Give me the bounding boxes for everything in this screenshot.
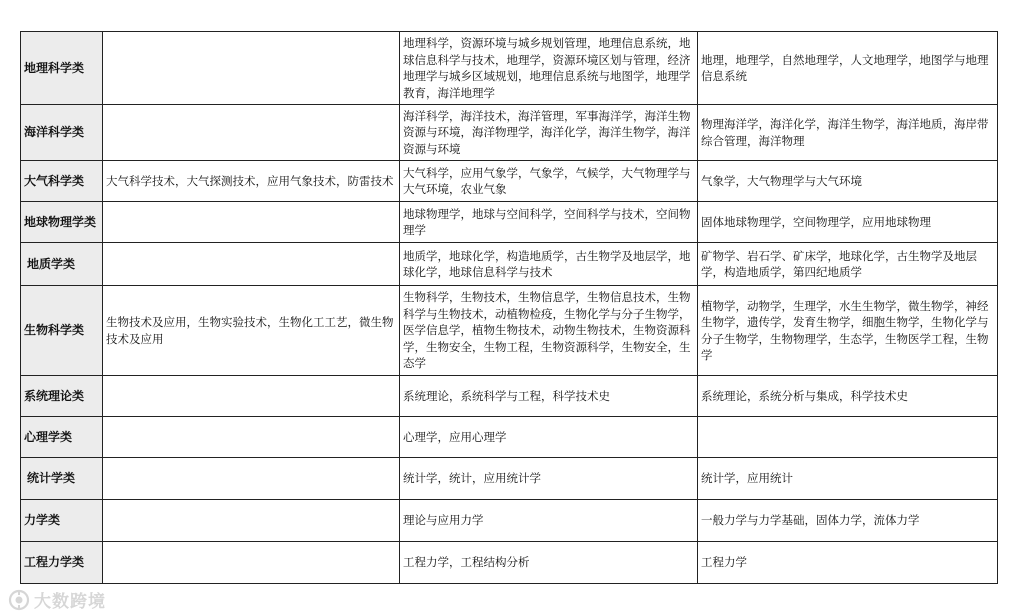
table-row xyxy=(21,542,998,584)
table-row xyxy=(21,376,998,417)
vocational-majors-cell xyxy=(103,458,400,500)
undergraduate-majors-cell: 统计学，统计，应用统计学 xyxy=(400,458,698,500)
graduate-majors-cell: 矿物学、岩石学、矿床学，地球化学，古生物学及地层学，构造地质学，第四纪地质学 xyxy=(698,243,998,286)
vocational-majors-cell xyxy=(103,243,400,286)
undergraduate-majors-cell: 地质学，地球化学，构造地质学，古生物学及地层学，地球化学，地球信息科学与技术 xyxy=(400,243,698,286)
category-cell: 地球物理学类 xyxy=(21,202,103,243)
undergraduate-majors-cell: 心理学，应用心理学 xyxy=(400,417,698,458)
category-cell: 海洋科学类 xyxy=(21,105,103,161)
vocational-majors-cell xyxy=(103,202,400,243)
table-row xyxy=(21,105,998,161)
logo-icon xyxy=(8,589,30,611)
table-row xyxy=(21,286,998,376)
graduate-majors-cell: 统计学，应用统计 xyxy=(698,458,998,500)
table-row xyxy=(21,500,998,542)
category-cell: 地理科学类 xyxy=(21,32,103,105)
undergraduate-majors-cell: 理论与应用力学 xyxy=(400,500,698,542)
watermark xyxy=(8,587,106,612)
vocational-majors-cell xyxy=(103,376,400,417)
discipline-table xyxy=(20,31,998,584)
vocational-majors-cell: 生物技术及应用，生物实验技术，生物化工工艺，微生物技术及应用 xyxy=(103,286,400,376)
watermark-text: 大数跨境 xyxy=(34,592,106,612)
category-cell: 大气科学类 xyxy=(21,161,103,202)
graduate-majors-cell: 固体地球物理学，空间物理学，应用地球物理 xyxy=(698,202,998,243)
vocational-majors-cell xyxy=(103,32,400,105)
vocational-majors-cell: 大气科学技术，大气探测技术，应用气象技术，防雷技术 xyxy=(103,161,400,202)
undergraduate-majors-cell: 地球物理学，地球与空间科学，空间科学与技术，空间物理学 xyxy=(400,202,698,243)
category-cell: 系统理论类 xyxy=(21,376,103,417)
category-cell: 力学类 xyxy=(21,500,103,542)
category-cell: 心理学类 xyxy=(21,417,103,458)
table-row xyxy=(21,243,998,286)
table-row xyxy=(21,417,998,458)
table-row xyxy=(21,458,998,500)
undergraduate-majors-cell: 海洋科学，海洋技术，海洋管理，军事海洋学，海洋生物资源与环境，海洋物理学，海洋化学，海洋生物学，海洋资源与环境 xyxy=(400,105,698,161)
graduate-majors-cell xyxy=(698,417,998,458)
category-cell: 统计学类 xyxy=(21,458,103,500)
undergraduate-majors-cell: 系统理论，系统科学与工程，科学技术史 xyxy=(400,376,698,417)
graduate-majors-cell: 一般力学与力学基础，固体力学，流体力学 xyxy=(698,500,998,542)
graduate-majors-cell: 地理，地理学，自然地理学，人文地理学，地图学与地理信息系统 xyxy=(698,32,998,105)
table-row xyxy=(21,161,998,202)
undergraduate-majors-cell: 大气科学，应用气象学，气象学，气候学，大气物理学与大气环境，农业气象 xyxy=(400,161,698,202)
graduate-majors-cell: 工程力学 xyxy=(698,542,998,584)
vocational-majors-cell xyxy=(103,542,400,584)
vocational-majors-cell xyxy=(103,417,400,458)
undergraduate-majors-cell: 工程力学，工程结构分析 xyxy=(400,542,698,584)
vocational-majors-cell xyxy=(103,105,400,161)
category-cell: 工程力学类 xyxy=(21,542,103,584)
category-cell: 地质学类 xyxy=(21,243,103,286)
table-row xyxy=(21,32,998,105)
graduate-majors-cell: 系统理论，系统分析与集成，科学技术史 xyxy=(698,376,998,417)
graduate-majors-cell: 物理海洋学，海洋化学，海洋生物学，海洋地质，海岸带综合管理，海洋物理 xyxy=(698,105,998,161)
graduate-majors-cell: 植物学，动物学，生理学，水生生物学，微生物学，神经生物学，遗传学，发育生物学，细胞生物学，生物化学与分子生物学，生物物理学，生态学，生物医学工程，生物学 xyxy=(698,286,998,376)
category-cell: 生物科学类 xyxy=(21,286,103,376)
graduate-majors-cell: 气象学，大气物理学与大气环境 xyxy=(698,161,998,202)
vocational-majors-cell xyxy=(103,500,400,542)
table-row xyxy=(21,202,998,243)
undergraduate-majors-cell: 地理科学，资源环境与城乡规划管理，地理信息系统，地球信息科学与技术，地理学，资源环境区划与管理，经济地理学与城乡区域规划，地理信息系统与地图学，地理学教育，海洋地理学 xyxy=(400,32,698,105)
undergraduate-majors-cell: 生物科学，生物技术，生物信息学，生物信息技术，生物科学与生物技术，动植物检疫，生物化学与分子生物学，医学信息学，植物生物技术，动物生物技术，生物资源科学，生物安全，生物工程，生物资源科学，生物安全，生态学 xyxy=(400,286,698,376)
